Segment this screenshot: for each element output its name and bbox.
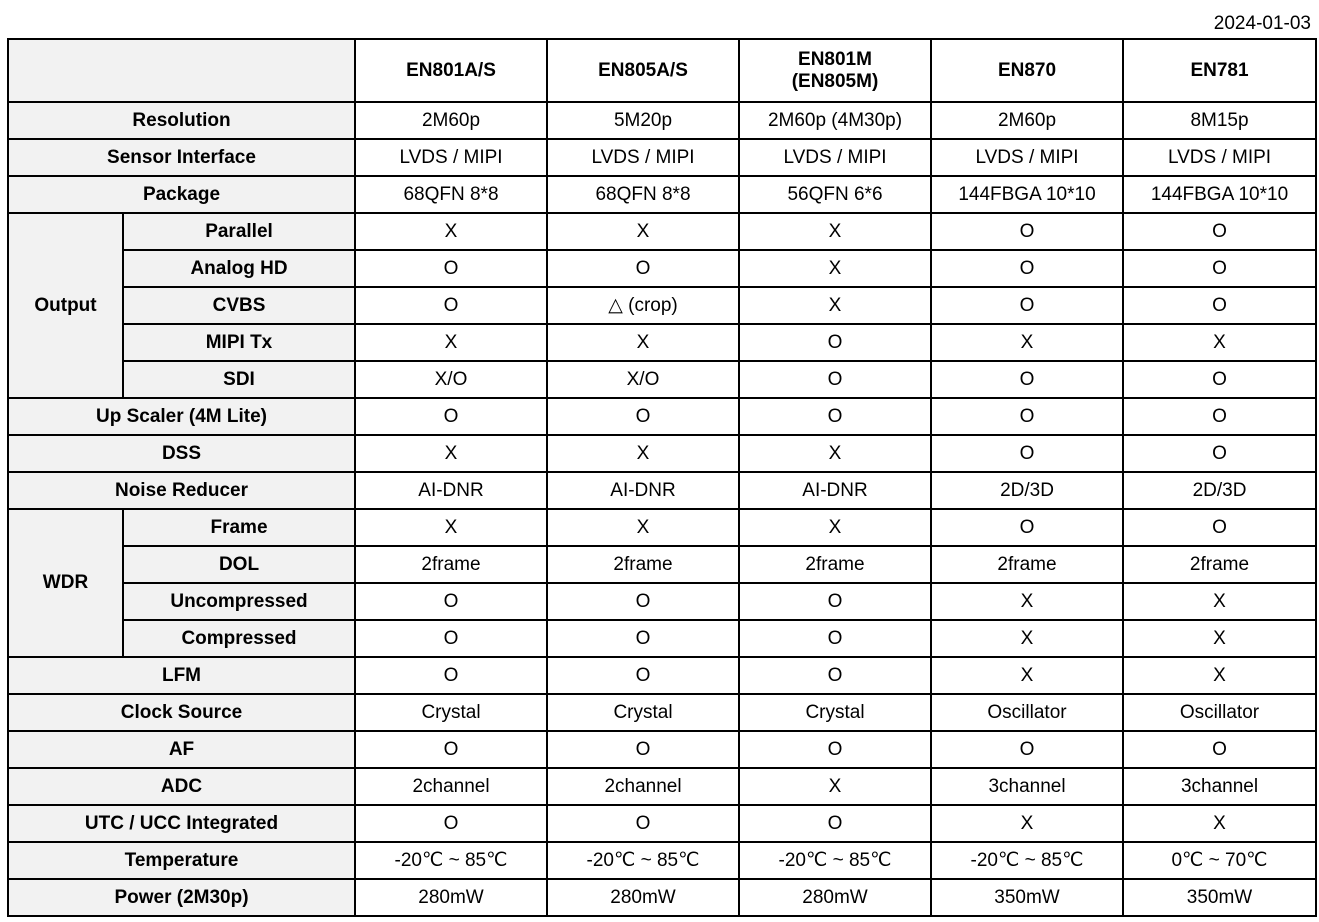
row-label: Analog HD <box>123 250 355 287</box>
table-cell: O <box>1123 509 1316 546</box>
table-row <box>8 361 1316 398</box>
group-label: WDR <box>8 509 123 657</box>
table-cell: X <box>355 509 547 546</box>
table-cell: X <box>1123 583 1316 620</box>
table-cell: 2frame <box>739 546 931 583</box>
table-row <box>8 435 1316 472</box>
spec-comparison-table <box>7 38 1317 917</box>
table-cell: X <box>739 287 931 324</box>
row-label: UTC / UCC Integrated <box>8 805 355 842</box>
row-label: Parallel <box>123 213 355 250</box>
table-row <box>8 287 1316 324</box>
table-cell: 144FBGA 10*10 <box>931 176 1123 213</box>
row-label: LFM <box>8 657 355 694</box>
table-cell: 2D/3D <box>931 472 1123 509</box>
table-cell: LVDS / MIPI <box>547 139 739 176</box>
table-cell: X <box>547 324 739 361</box>
row-label: Compressed <box>123 620 355 657</box>
table-cell: O <box>931 287 1123 324</box>
table-cell: O <box>547 731 739 768</box>
row-label: Sensor Interface <box>8 139 355 176</box>
header-row <box>8 39 1316 102</box>
table-cell: 2frame <box>931 546 1123 583</box>
table-cell: 350mW <box>931 879 1123 916</box>
table-row <box>8 731 1316 768</box>
column-header <box>1123 39 1316 102</box>
table-cell: 2D/3D <box>1123 472 1316 509</box>
table-cell: -20℃ ~ 85℃ <box>739 842 931 879</box>
table-cell: 5M20p <box>547 102 739 139</box>
table-cell: O <box>1123 435 1316 472</box>
table-cell: LVDS / MIPI <box>931 139 1123 176</box>
table-cell: O <box>739 398 931 435</box>
table-cell: O <box>739 583 931 620</box>
table-row <box>8 509 1316 546</box>
table-cell: AI-DNR <box>739 472 931 509</box>
table-cell: O <box>355 620 547 657</box>
table-cell: 68QFN 8*8 <box>355 176 547 213</box>
table-cell: LVDS / MIPI <box>355 139 547 176</box>
table-cell: O <box>1123 361 1316 398</box>
table-cell: 8M15p <box>1123 102 1316 139</box>
table-cell: O <box>931 361 1123 398</box>
row-label: Package <box>8 176 355 213</box>
row-label: Up Scaler (4M Lite) <box>8 398 355 435</box>
table-cell: O <box>931 435 1123 472</box>
table-cell: AI-DNR <box>355 472 547 509</box>
table-cell: O <box>355 731 547 768</box>
table-cell: O <box>547 250 739 287</box>
row-label: Noise Reducer <box>8 472 355 509</box>
table-cell: O <box>355 657 547 694</box>
table-cell: O <box>739 805 931 842</box>
table-cell: X <box>931 657 1123 694</box>
table-cell: 280mW <box>355 879 547 916</box>
table-cell: 68QFN 8*8 <box>547 176 739 213</box>
table-row <box>8 842 1316 879</box>
table-cell: 56QFN 6*6 <box>739 176 931 213</box>
table-row <box>8 879 1316 916</box>
table-row <box>8 768 1316 805</box>
column-header-text: EN781 <box>1190 59 1249 81</box>
row-label: Temperature <box>8 842 355 879</box>
table-row <box>8 546 1316 583</box>
table-cell: Oscillator <box>931 694 1123 731</box>
table-cell: X <box>547 509 739 546</box>
table-cell: X <box>1123 657 1316 694</box>
table-cell: O <box>547 398 739 435</box>
group-label: Output <box>8 213 123 398</box>
table-cell: X <box>739 435 931 472</box>
column-header-text: EN801A/S <box>406 59 496 81</box>
table-cell: O <box>547 805 739 842</box>
table-cell: X <box>355 435 547 472</box>
row-label: AF <box>8 731 355 768</box>
table-row <box>8 102 1316 139</box>
table-cell: X <box>1123 805 1316 842</box>
column-header <box>931 39 1123 102</box>
row-label: Uncompressed <box>123 583 355 620</box>
table-cell: O <box>1123 287 1316 324</box>
column-header-text: EN801M <box>798 48 872 70</box>
table-cell: X <box>355 324 547 361</box>
table-cell: LVDS / MIPI <box>739 139 931 176</box>
table-cell: Crystal <box>547 694 739 731</box>
table-cell: O <box>1123 398 1316 435</box>
corner-cell <box>8 39 355 102</box>
table-cell: O <box>739 361 931 398</box>
table-row <box>8 620 1316 657</box>
table-cell: 350mW <box>1123 879 1316 916</box>
column-header <box>547 39 739 102</box>
row-label: CVBS <box>123 287 355 324</box>
table-cell: X <box>931 620 1123 657</box>
table-cell: O <box>355 250 547 287</box>
table-cell: 3channel <box>1123 768 1316 805</box>
row-label: Clock Source <box>8 694 355 731</box>
table-cell: O <box>931 731 1123 768</box>
table-cell: -20℃ ~ 85℃ <box>547 842 739 879</box>
table-row <box>8 213 1316 250</box>
table-cell: O <box>547 620 739 657</box>
table-cell: X <box>547 435 739 472</box>
table-cell: O <box>931 398 1123 435</box>
table-row <box>8 176 1316 213</box>
row-label: Frame <box>123 509 355 546</box>
table-cell: O <box>355 805 547 842</box>
table-cell: 2M60p (4M30p) <box>739 102 931 139</box>
table-cell: Crystal <box>355 694 547 731</box>
table-cell: 2channel <box>355 768 547 805</box>
table-cell: X <box>1123 324 1316 361</box>
table-cell: 2channel <box>547 768 739 805</box>
table-cell: O <box>931 213 1123 250</box>
table-row <box>8 583 1316 620</box>
table-cell: X <box>355 213 547 250</box>
table-cell: Oscillator <box>1123 694 1316 731</box>
table-row <box>8 472 1316 509</box>
table-cell: X <box>931 805 1123 842</box>
table-cell: -20℃ ~ 85℃ <box>355 842 547 879</box>
table-cell: O <box>739 620 931 657</box>
spec-table-body <box>8 39 1316 916</box>
table-cell: X <box>739 213 931 250</box>
column-header-text: (EN805M) <box>791 70 879 92</box>
column-header-text: EN805A/S <box>598 59 688 81</box>
table-cell: O <box>931 509 1123 546</box>
table-cell: 144FBGA 10*10 <box>1123 176 1316 213</box>
table-cell: X <box>739 250 931 287</box>
table-cell: △ (crop) <box>547 287 739 324</box>
table-cell: X <box>931 583 1123 620</box>
table-cell: O <box>1123 731 1316 768</box>
table-cell: X <box>1123 620 1316 657</box>
table-row <box>8 398 1316 435</box>
row-label: Power (2M30p) <box>8 879 355 916</box>
row-label: Resolution <box>8 102 355 139</box>
table-cell: 280mW <box>739 879 931 916</box>
table-cell: -20℃ ~ 85℃ <box>931 842 1123 879</box>
table-cell: 2M60p <box>355 102 547 139</box>
table-cell: X/O <box>355 361 547 398</box>
column-header-text: EN870 <box>997 59 1057 81</box>
row-label: ADC <box>8 768 355 805</box>
table-row <box>8 139 1316 176</box>
row-label: MIPI Tx <box>123 324 355 361</box>
row-label: DSS <box>8 435 355 472</box>
table-cell: O <box>1123 250 1316 287</box>
document-date: 2024-01-03 <box>1213 13 1311 34</box>
table-row <box>8 324 1316 361</box>
table-row <box>8 657 1316 694</box>
table-row <box>8 250 1316 287</box>
table-cell: O <box>355 287 547 324</box>
table-cell: 2frame <box>547 546 739 583</box>
table-cell: 280mW <box>547 879 739 916</box>
table-cell: O <box>931 250 1123 287</box>
table-cell: O <box>547 583 739 620</box>
table-cell: 2M60p <box>931 102 1123 139</box>
table-cell: Crystal <box>739 694 931 731</box>
column-header <box>355 39 547 102</box>
table-cell: O <box>355 583 547 620</box>
row-label: DOL <box>123 546 355 583</box>
table-cell: O <box>1123 213 1316 250</box>
table-cell: 3channel <box>931 768 1123 805</box>
table-cell: AI-DNR <box>547 472 739 509</box>
column-header <box>739 39 931 102</box>
table-cell: 2frame <box>1123 546 1316 583</box>
table-row <box>8 694 1316 731</box>
row-label: SDI <box>123 361 355 398</box>
table-cell: X <box>739 509 931 546</box>
table-cell: X <box>931 324 1123 361</box>
table-cell: LVDS / MIPI <box>1123 139 1316 176</box>
table-cell: O <box>739 657 931 694</box>
table-cell: X <box>739 768 931 805</box>
table-cell: O <box>355 398 547 435</box>
table-cell: X <box>547 213 739 250</box>
table-cell: O <box>739 731 931 768</box>
table-cell: O <box>547 657 739 694</box>
table-row <box>8 805 1316 842</box>
table-cell: O <box>739 324 931 361</box>
table-cell: X/O <box>547 361 739 398</box>
table-cell: 2frame <box>355 546 547 583</box>
table-cell: 0℃ ~ 70℃ <box>1123 842 1316 879</box>
